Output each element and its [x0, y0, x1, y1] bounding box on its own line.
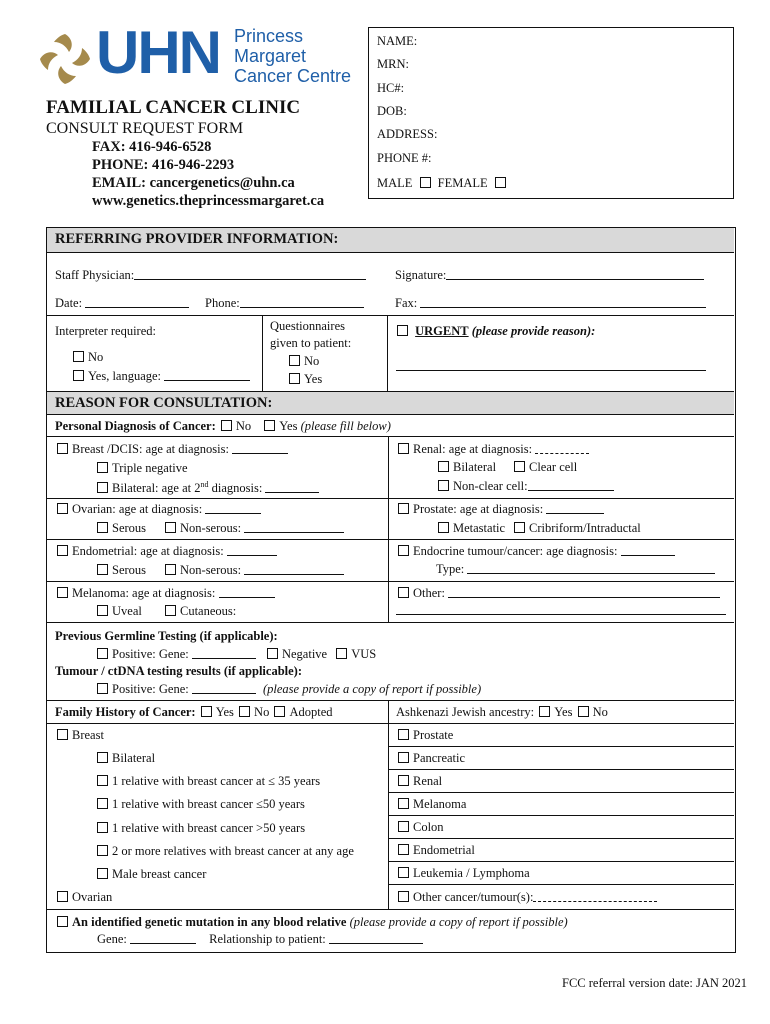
uhn-logo [36, 19, 356, 90]
tumour-positive-checkbox[interactable] [97, 683, 108, 694]
fh-breast-over-50-checkbox[interactable] [97, 822, 108, 833]
phone-label: Phone: [205, 296, 240, 310]
fh-other[interactable] [398, 890, 657, 905]
fh-leukemia-label: Leukemia / Lymphoma [413, 866, 530, 880]
fh-renal-label: Renal [413, 774, 443, 788]
mutation-label: An identified genetic mutation in any blood relative [72, 915, 347, 929]
renal-bilateral[interactable] [438, 460, 496, 475]
fh-leukemia-checkbox[interactable] [398, 867, 409, 878]
fh-bilateral[interactable] [97, 751, 155, 766]
endometrial-dx-checkbox[interactable] [57, 545, 68, 556]
phone-field[interactable] [205, 296, 364, 311]
endo-serous-label: Serous [112, 563, 147, 577]
signature-label: Signature: [395, 268, 447, 282]
fh-breast-2-or-more[interactable] [97, 844, 354, 859]
triple-negative-checkbox[interactable] [97, 462, 108, 473]
non-clear-cell-checkbox[interactable] [438, 480, 449, 491]
endo-serous[interactable] [97, 563, 146, 578]
endocrine-dx-checkbox[interactable] [398, 545, 409, 556]
fh-bilateral-checkbox[interactable] [97, 752, 108, 763]
logo-line-3: Cancer Centre [234, 66, 352, 86]
uveal[interactable] [97, 604, 142, 619]
mutation-checkbox[interactable] [57, 916, 68, 927]
ashkenazi-label: Ashkenazi Jewish ancestry: [396, 705, 535, 719]
non-clear-cell[interactable] [438, 479, 614, 494]
family-no-checkbox[interactable] [239, 706, 250, 717]
mutation-gene-label: Gene: [97, 932, 127, 946]
interpreter-no-checkbox[interactable] [73, 351, 84, 362]
date-field[interactable] [55, 296, 189, 311]
ovarian-non-serous-checkbox[interactable] [165, 522, 176, 533]
clinic-website: www.genetics.theprincessmargaret.ca [92, 193, 325, 209]
patient-mrn-label: MRN: [377, 57, 409, 71]
fax-label: Fax: [395, 296, 418, 310]
fh-male-breast-checkbox[interactable] [97, 868, 108, 879]
fh-breast-over-50[interactable] [97, 821, 305, 836]
clear-cell[interactable] [514, 460, 577, 475]
fh-other-checkbox[interactable] [398, 891, 409, 902]
urgent-label: URGENT [415, 324, 469, 338]
bilateral-breast-checkbox[interactable] [97, 482, 108, 493]
endocrine-type[interactable] [436, 562, 715, 577]
renal-label: Renal: age at diagnosis: [413, 442, 533, 456]
interpreter-no-label: No [88, 350, 104, 364]
questionnaires-yes-label: Yes [304, 372, 323, 386]
endo-non-serous-label: Non-serous: [180, 563, 242, 577]
urgent-checkbox[interactable] [397, 325, 408, 336]
patient-hc-label: HC#: [377, 81, 405, 95]
cribriform-label: Cribriform/Intraductal [529, 521, 641, 535]
mutation-row[interactable] [57, 915, 568, 930]
prostate-dx-label: Prostate: age at diagnosis: [413, 502, 544, 516]
fh-breast-over-50-label: 1 relative with breast cancer >50 years [112, 821, 306, 835]
mutation-relationship-label: Relationship to patient: [209, 932, 326, 946]
renal[interactable] [398, 442, 589, 457]
ashkenazi-yes-label: Yes [554, 705, 573, 719]
mutation-gene-row[interactable] [97, 932, 423, 947]
fh-breast-label: Breast [72, 728, 104, 742]
questionnaires-no-checkbox[interactable] [289, 355, 300, 366]
other-dx[interactable] [398, 586, 720, 601]
metastatic[interactable] [438, 521, 505, 536]
questionnaires-no[interactable] [289, 354, 319, 369]
fh-pancreatic-label: Pancreatic [413, 751, 466, 765]
signature-field[interactable] [395, 268, 704, 283]
date-label: Date: [55, 296, 83, 310]
fh-ovarian[interactable] [57, 890, 112, 905]
triple-negative[interactable] [97, 461, 188, 476]
germline-vus-checkbox[interactable] [336, 648, 347, 659]
family-yes-checkbox[interactable] [201, 706, 212, 717]
cutaneous-label: Cutaneous: [180, 604, 237, 618]
female-checkbox[interactable] [495, 177, 506, 188]
tumour-note: (please provide a copy of report if possible) [262, 682, 482, 696]
cutaneous-checkbox[interactable] [165, 605, 176, 616]
questionnaires-label-1: Questionnaires [270, 319, 345, 333]
germline-positive-checkbox[interactable] [97, 648, 108, 659]
clinic-email: EMAIL: cancergenetics@uhn.ca [92, 175, 295, 191]
family-history-label: Family History of Cancer: [55, 705, 196, 719]
family-adopted-label: Adopted [289, 705, 333, 719]
male-checkbox[interactable] [420, 177, 431, 188]
metastatic-checkbox[interactable] [438, 522, 449, 533]
personal-dx-yes-label: Yes [279, 419, 298, 433]
fh-breast-2-or-more-label: 2 or more relatives with breast cancer at any age [112, 844, 354, 858]
melanoma-dx-checkbox[interactable] [57, 587, 68, 598]
fh-breast-50-label: 1 relative with breast cancer ≤50 years [112, 797, 305, 811]
questionnaires-no-label: No [304, 354, 320, 368]
fh-renal-checkbox[interactable] [398, 775, 409, 786]
questionnaires-label-2: given to patient: [270, 336, 352, 350]
bilateral-breast[interactable] [97, 480, 319, 496]
ovarian-serous-checkbox[interactable] [97, 522, 108, 533]
cutaneous[interactable] [165, 604, 236, 619]
clinic-name: FAMILIAL CANCER CLINIC [46, 97, 301, 118]
referring-heading: REFERRING PROVIDER INFORMATION: [47, 228, 734, 252]
ovarian-dx[interactable] [57, 502, 261, 517]
fh-breast-35[interactable] [97, 774, 320, 789]
personal-dx-no-label: No [235, 419, 252, 433]
uveal-checkbox[interactable] [97, 605, 108, 616]
endometrial-dx[interactable] [57, 544, 277, 559]
ovarian-non-serous[interactable] [165, 521, 344, 536]
questionnaires-yes[interactable] [289, 372, 322, 387]
logo-line-2: Margaret [234, 46, 307, 66]
renal-checkbox[interactable] [398, 443, 409, 454]
logo-letters: UHN [96, 19, 220, 86]
bilateral-breast-label-b: diagnosis: [208, 481, 263, 496]
fh-prostate-checkbox[interactable] [398, 729, 409, 740]
fh-endometrial[interactable] [398, 843, 475, 858]
tumour-positive[interactable] [97, 682, 481, 697]
form-title: CONSULT REQUEST FORM [46, 120, 244, 137]
family-yes-label: Yes [215, 705, 234, 719]
ashkenazi-no-checkbox[interactable] [578, 706, 589, 717]
fh-colon[interactable] [398, 820, 444, 835]
germline-negative-checkbox[interactable] [267, 648, 278, 659]
other-dx-label: Other: [413, 586, 445, 600]
fh-renal[interactable] [398, 774, 442, 789]
ashkenazi-yes-checkbox[interactable] [539, 706, 550, 717]
fh-breast[interactable] [57, 728, 104, 743]
personal-diagnosis-label: Personal Diagnosis of Cancer: [55, 419, 216, 433]
uveal-label: Uveal [112, 604, 142, 618]
patient-name-label: NAME: [377, 34, 418, 48]
fh-breast-50-checkbox[interactable] [97, 798, 108, 809]
fh-bilateral-label: Bilateral [112, 751, 156, 765]
fh-melanoma[interactable] [398, 797, 466, 812]
logo-line-1: Princess [234, 26, 304, 46]
triple-negative-label: Triple negative [112, 461, 188, 475]
clinic-phone: PHONE: 416-946-2293 [92, 157, 235, 173]
sex-options [377, 176, 510, 191]
endo-non-serous[interactable] [165, 563, 344, 578]
germline-heading: Previous Germline Testing (if applicable): [55, 629, 278, 643]
breast-dcis-label: Breast /DCIS: age at diagnosis: [72, 442, 229, 456]
breast-dcis[interactable] [57, 442, 288, 457]
germline-negative-label: Negative [281, 647, 328, 661]
fh-breast-35-checkbox[interactable] [97, 775, 108, 786]
fh-breast-2-or-more-checkbox[interactable] [97, 845, 108, 856]
other-dx-checkbox[interactable] [398, 587, 409, 598]
clear-cell-checkbox[interactable] [514, 461, 525, 472]
family-no-label: No [254, 705, 270, 719]
ashkenazi-no-label: No [592, 705, 608, 719]
staff-physician-label: Staff Physician: [55, 268, 135, 282]
patient-info-box [368, 27, 734, 199]
personal-dx-yes-note: (please fill below) [300, 419, 391, 433]
fh-male-breast[interactable] [97, 867, 206, 882]
clinic-fax: FAX: 416-946-6528 [92, 139, 212, 155]
male-label: MALE [377, 176, 413, 190]
breast-dcis-checkbox[interactable] [57, 443, 68, 454]
personal-dx-no-checkbox[interactable] [221, 420, 232, 431]
patient-dob-label: DOB: [377, 104, 407, 118]
prostate-dx-checkbox[interactable] [398, 503, 409, 514]
interpreter-label: Interpreter required: [55, 324, 156, 338]
urgent-field[interactable] [397, 324, 595, 339]
interpreter-yes[interactable] [73, 369, 250, 384]
endocrine-dx[interactable] [398, 544, 675, 559]
staff-physician-field[interactable] [55, 268, 366, 283]
fh-prostate[interactable] [398, 728, 453, 743]
non-clear-cell-label: Non-clear cell: [453, 479, 528, 493]
fh-prostate-label: Prostate [413, 728, 454, 742]
fh-pancreatic[interactable] [398, 751, 465, 766]
endocrine-type-label: Type: [436, 562, 465, 576]
germline-vus-label: VUS [351, 647, 377, 661]
ovarian-serous-label: Serous [112, 521, 147, 535]
personal-diagnosis-row [55, 419, 391, 434]
endo-serous-checkbox[interactable] [97, 564, 108, 575]
fh-pancreatic-checkbox[interactable] [398, 752, 409, 763]
patient-address-label: ADDRESS: [377, 127, 438, 141]
ovarian-dx-checkbox[interactable] [57, 503, 68, 514]
germline-positive[interactable] [97, 647, 376, 662]
personal-dx-yes-checkbox[interactable] [264, 420, 275, 431]
fax-field[interactable] [395, 296, 706, 311]
fh-melanoma-checkbox[interactable] [398, 798, 409, 809]
fh-melanoma-label: Melanoma [413, 797, 467, 811]
family-adopted-checkbox[interactable] [274, 706, 285, 717]
footer-version: FCC referral version date: JAN 2021 [562, 976, 748, 990]
bilateral-breast-label: Bilateral: age at 2 [112, 481, 201, 496]
fh-breast-checkbox[interactable] [57, 729, 68, 740]
metastatic-label: Metastatic [453, 521, 506, 535]
fh-breast-35-label: 1 relative with breast cancer at ≤ 35 years [112, 774, 321, 788]
interpreter-yes-label: Yes, language: [88, 369, 162, 383]
fh-endometrial-label: Endometrial [413, 843, 475, 857]
fh-ovarian-checkbox[interactable] [57, 891, 68, 902]
fh-colon-checkbox[interactable] [398, 821, 409, 832]
fh-ovarian-label: Ovarian [72, 890, 113, 904]
bilateral-sup: nd [200, 480, 209, 489]
endo-non-serous-checkbox[interactable] [165, 564, 176, 575]
logo-emblem-icon [36, 30, 94, 88]
cribriform-checkbox[interactable] [514, 522, 525, 533]
germline-positive-label: Positive: Gene: [112, 647, 189, 661]
fh-male-breast-label: Male breast cancer [112, 867, 207, 881]
endometrial-dx-label: Endometrial: age at diagnosis: [72, 544, 224, 558]
interpreter-no[interactable] [73, 350, 103, 365]
fh-leukemia[interactable] [398, 866, 530, 881]
fh-breast-50[interactable] [97, 797, 305, 812]
melanoma-dx-label: Melanoma: age at diagnosis: [72, 586, 216, 600]
melanoma-dx[interactable] [57, 586, 275, 601]
tumour-positive-label: Positive: Gene: [112, 682, 189, 696]
prostate-dx[interactable] [398, 502, 604, 517]
mutation-note: (please provide a copy of report if possible) [349, 915, 568, 929]
questionnaires-yes-checkbox[interactable] [289, 373, 300, 384]
interpreter-yes-checkbox[interactable] [73, 370, 84, 381]
family-history-row [55, 705, 333, 720]
ovarian-dx-label: Ovarian: age at diagnosis: [72, 502, 203, 516]
female-label: FEMALE [437, 176, 488, 190]
ashkenazi-row [396, 705, 608, 720]
ovarian-serous[interactable] [97, 521, 146, 536]
patient-phone-label: PHONE #: [377, 151, 432, 165]
cribriform[interactable] [514, 521, 641, 536]
renal-bilateral-checkbox[interactable] [438, 461, 449, 472]
urgent-note: (please provide reason): [471, 324, 596, 338]
ovarian-non-serous-label: Non-serous: [180, 521, 242, 535]
endocrine-dx-label: Endocrine tumour/cancer: age diagnosis: [413, 544, 618, 558]
fh-other-label: Other cancer/tumour(s): [413, 890, 534, 904]
clear-cell-label: Clear cell [529, 460, 578, 474]
reason-heading: REASON FOR CONSULTATION: [47, 392, 734, 414]
tumour-heading: Tumour / ctDNA testing results (if applicable): [55, 664, 302, 678]
fh-endometrial-checkbox[interactable] [398, 844, 409, 855]
fh-colon-label: Colon [413, 820, 444, 834]
renal-bilateral-label: Bilateral [453, 460, 497, 474]
